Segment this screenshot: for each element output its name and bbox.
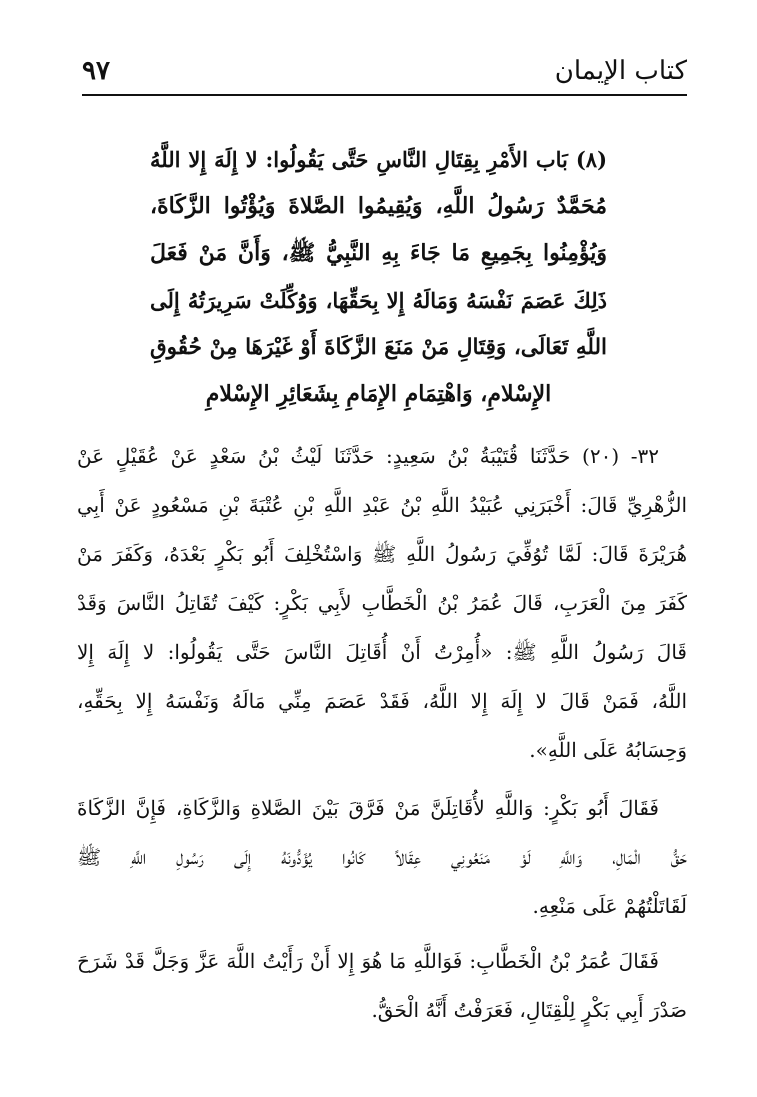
abu-bakr-paragraph xyxy=(77,784,687,931)
running-header xyxy=(82,44,687,96)
chapter-heading-line: اللَّهِ تَعَالَى، وَقِتَالِ مَنْ مَنَعَ الزَّكَاةَ أَوْ غَيْرَهَا مِنْ حُقُوقِ xyxy=(150,335,607,360)
text-line: صَدْرَ أَبِي بَكْرٍ لِلْقِتَالِ، فَعَرَفْتُ أَنَّهُ الْحَقُّ. xyxy=(371,998,687,1022)
chapter-heading-line: مُحَمَّدٌ رَسُولُ اللَّهِ، وَيُقِيمُوا الصَّلاةَ وَيُؤْتُوا الزَّكَاةَ، xyxy=(150,193,607,219)
text-line: فَقَالَ عُمَرُ بْنُ الْخَطَّابِ: فَوَاللَّهِ مَا هُوَ إِلا أَنْ رَأَيْتُ اللَّهَ عَزَّ وَجَلَّ قَدْ شَرَحَ xyxy=(77,949,659,973)
book-title: كتاب الإيمان xyxy=(554,56,687,86)
text-line: قَالَ رَسُولُ اللَّهِ ﷺ: «أُمِرْتُ أَنْ أُقَاتِلَ النَّاسَ حَتَّى يَقُولُوا: لا إِلَهَ إِلا xyxy=(77,640,687,664)
text-line: ٣٢- (٢٠) حَدَّثَنَا قُتَيْبَةُ بْنُ سَعِيدٍ: حَدَّثَنَا لَيْثُ بْنُ سَعْدٍ عَنْ عُقَيْلٍ عَنْ xyxy=(77,444,659,468)
chapter-heading xyxy=(150,136,607,436)
umar-paragraph xyxy=(77,937,687,1035)
text-line: وَحِسَابُهُ عَلَى اللَّهِ». xyxy=(529,738,687,762)
chapter-heading-line: ذَلِكَ عَصَمَ نَفْسَهُ وَمَالَهُ إِلا بِحَقِّهَا، وَوُكِّلَتْ سَرِيرَتُهُ إِلَى xyxy=(150,288,607,313)
text-line: حَقُّ الْمَالِ، وَاللَّهِ لَوْ مَنَعُونِي عِقَالاً كَانُوا يُؤَدُّونَهُ إِلَى رَسُولِ اللَّهِ ﷺ xyxy=(77,845,687,869)
text-line: لَقَاتَلْتُهُمْ عَلَى مَنْعِهِ. xyxy=(532,894,687,918)
text-line: كَفَرَ مِنَ الْعَرَبِ، قَالَ عُمَرُ بْنُ الْخَطَّابِ لأَبِي بَكْرٍ: كَيْفَ تُقَاتِلُ النَّاسَ وَقَدْ xyxy=(77,591,687,615)
text-line: فَقَالَ أَبُو بَكْرٍ: وَاللَّهِ لأُقَاتِلَنَّ مَنْ فَرَّقَ بَيْنَ الصَّلاةِ وَالزَّكَاةِ، فَإِنَّ الزَّكَاةَ xyxy=(77,796,659,820)
page-number: ٩٧ xyxy=(82,56,110,86)
text-line: الزُّهْرِيِّ قَالَ: أَخْبَرَنِي عُبَيْدُ اللَّهِ بْنُ عَبْدِ اللَّهِ بْنِ عُتْبَةَ بْنِ مَسْعُودٍ عَنْ أَبِي xyxy=(77,493,687,517)
chapter-heading-line: الإِسْلامِ، وَاهْتِمَامِ الإِمَامِ بِشَعَائِرِ الإِسْلامِ xyxy=(205,381,552,407)
chapter-heading-line: وَيُؤْمِنُوا بِجَمِيعِ مَا جَاءَ بِهِ النَّبِيُّ ﷺ، وَأَنَّ مَنْ فَعَلَ xyxy=(150,240,607,266)
text-line: هُرَيْرَةَ قَالَ: لَمَّا تُوُفِّيَ رَسُولُ اللَّهِ ﷺ وَاسْتُخْلِفَ أَبُو بَكْرٍ بَعْدَهُ، وَكَفَرَ مَنْ xyxy=(77,542,687,566)
hadith-paragraph xyxy=(77,432,687,775)
text-line: اللَّهُ، فَمَنْ قَالَ لا إِلَهَ إِلا اللَّهُ، فَقَدْ عَصَمَ مِنِّي مَالَهُ وَنَفْسَهُ إِلا بِحَقِّهِ، xyxy=(77,689,687,713)
chapter-heading-line: (٨) بَاب الأَمْرِ بِقِتَالِ النَّاسِ حَتَّى يَقُولُوا: لا إِلَهَ إِلا اللَّهُ xyxy=(150,147,607,172)
